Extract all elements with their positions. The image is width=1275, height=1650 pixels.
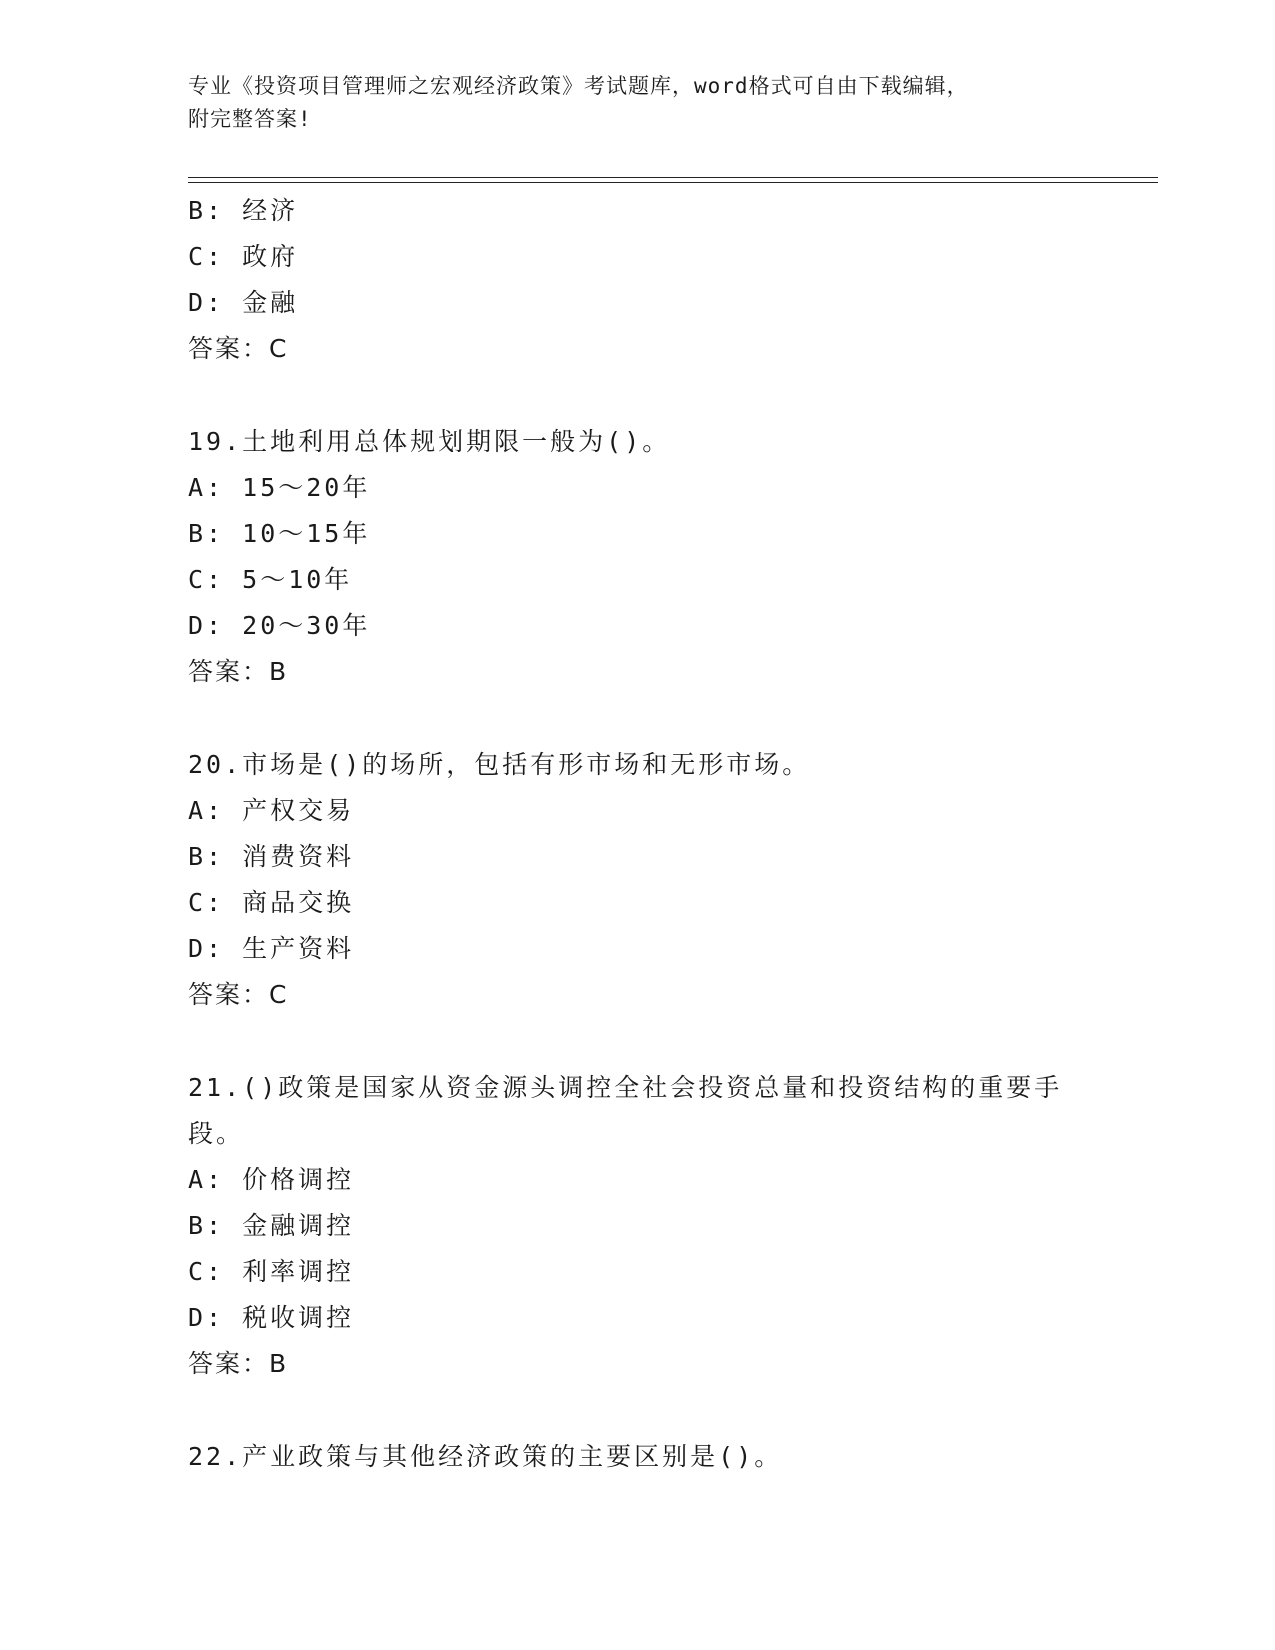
spacer	[188, 1387, 1148, 1434]
question-list	[188, 188, 1148, 1480]
spacer	[188, 1018, 1148, 1065]
option-c: C: 5～10年	[188, 565, 353, 594]
spacer	[188, 372, 1148, 419]
header-title-line-2: 附完整答案!	[188, 107, 312, 131]
option-b: B: 金融调控	[188, 1211, 355, 1240]
answer-text: 答案：C	[188, 980, 289, 1009]
option-c: C: 商品交换	[188, 888, 355, 917]
document-header	[188, 70, 1108, 136]
option-c: C: 利率调控	[188, 1257, 355, 1286]
option-d: D: 税收调控	[188, 1303, 355, 1332]
option-c: C: 政府	[188, 242, 299, 271]
option-a: A: 15～20年	[188, 473, 371, 502]
question-20	[188, 742, 1148, 1018]
option-d: D: 20～30年	[188, 611, 371, 640]
option-d: D: 生产资料	[188, 934, 355, 963]
question-21	[188, 1065, 1148, 1387]
question-19	[188, 419, 1148, 695]
option-a: A: 产权交易	[188, 796, 355, 825]
option-b: B: 10～15年	[188, 519, 371, 548]
question-stem-line-2: 段。	[188, 1119, 245, 1148]
option-b: B: 消费资料	[188, 842, 355, 871]
header-title-line-1: 专业《投资项目管理师之宏观经济政策》考试题库，word格式可自由下载编辑，	[188, 74, 969, 98]
question-18-continued	[188, 188, 1148, 372]
answer-text: 答案：C	[188, 334, 289, 363]
answer-text: 答案：B	[188, 657, 289, 686]
option-b: B: 经济	[188, 196, 299, 225]
answer-text: 答案：B	[188, 1349, 289, 1378]
spacer	[188, 695, 1148, 742]
question-stem: 20.市场是()的场所，包括有形市场和无形市场。	[188, 750, 811, 779]
question-stem: 19.土地利用总体规划期限一般为()。	[188, 427, 671, 456]
question-22	[188, 1434, 1148, 1480]
option-d: D: 金融	[188, 288, 299, 317]
question-stem: 22.产业政策与其他经济政策的主要区别是()。	[188, 1442, 783, 1471]
header-divider-bottom	[188, 182, 1158, 183]
question-stem-line-1: 21.()政策是国家从资金源头调控全社会投资总量和投资结构的重要手	[188, 1073, 1063, 1102]
option-a: A: 价格调控	[188, 1165, 355, 1194]
header-divider-top	[188, 177, 1158, 178]
